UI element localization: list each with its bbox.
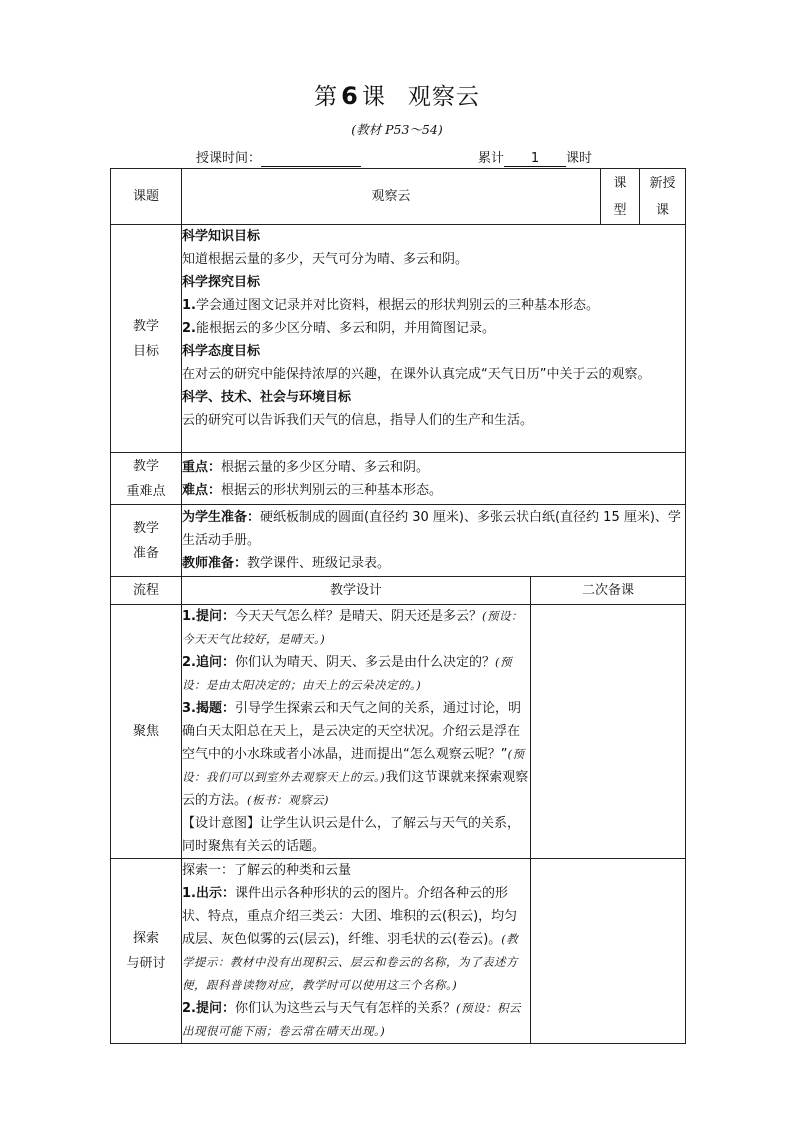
inquiry-goal-2: 2.能根据云的多少区分晴、多云和阴，并用简图记录。 [182,321,495,336]
teaching-time-label: 授课时间： [196,151,262,166]
explore-step-1: 1.出示：课件出示各种形状的云的图片。介绍各种云的形状、特点，重点介绍三类云：大团、堆积的云(积云)，均匀成层、灰色似雾的云(层云)，纤维、羽毛状的云(卷云)。(教学提示：教材中没有出现积云、层云和卷云的名称，为了表述方便，跟科普读物对应，教学时可以使用这三个名称。) [182,886,519,992]
teaching-time [196,147,361,167]
focus-step-3: 3.揭题：引导学生探索云和天气之间的关系，通过讨论，明确白天太阳总在天上，是云决定的天空状况。介绍云是浮在空气中的小水珠或者小冰晶，进而提出“怎么观察云呢？”(预设：我们可以到室外去观察天上的云。)我们这节课就来探索观察云的方法。(板书：观察云) [182,701,529,808]
cumulative-unit: 课时 [566,151,593,166]
focus-revision-cell[interactable] [531,605,686,859]
textbook-pages: (教材 P53～54) [351,122,443,137]
explore-stage-label: 探索 与研讨 [111,859,182,1044]
lesson-type-value: 新授 课 [640,169,686,225]
inquiry-goal-1: 1.学会通过图文记录并对比资料，根据云的形状判别云的三种基本形态。 [182,298,599,313]
stse-goal-text: 云的研究可以告诉我们天气的信息，指导人们的生产和生活。 [182,413,534,428]
key-point: 重点：根据云量的多少区分晴、多云和阴。 [182,459,430,475]
lesson-number: 6 [341,82,359,110]
attitude-goal-title: 科学态度目标 [182,344,261,359]
lesson-plan-table [110,168,686,1044]
cumulative-value: 1 [504,151,566,167]
focus-stage-content [182,605,531,859]
focus-stage-row [111,605,686,859]
explore-stage-content [182,859,531,1044]
focus-step-1: 1.提问：今天天气怎么样？是晴天、阴天还是多云？(预设：今天天气比较好，是晴天。) [182,609,523,646]
explore-step-2: 2.提问：你们认为这些云与天气有怎样的关系？(预设：积云出现很可能下雨；卷云常在晴天出现。) [182,1001,521,1038]
goals-label: 教学 目标 [111,225,182,453]
teaching-time-field[interactable] [261,151,361,167]
explore-stage-row [111,859,686,1044]
prep-content [182,505,686,577]
keypoints-label: 教学 重难点 [111,453,182,505]
flow-header-revision: 二次备课 [531,577,686,605]
difficult-point: 难点：根据云的形状判别云的三种基本形态。 [182,482,443,498]
cumulative-label: 累计 [478,151,505,166]
topic-value: 观察云 [182,169,601,225]
lesson-type-label: 课 型 [601,169,640,225]
focus-step-2: 2.追问：你们认为晴天、阴天、多云是由什么决定的？(预设：是由太阳决定的；由天上的云朵决定的。) [182,655,512,692]
focus-design-intent: 【设计意图】让学生认识云是什么，了解云与天气的关系，同时聚焦有关云的话题。 [182,816,521,854]
title-prefix: 第 [314,84,339,110]
goals-content [182,225,686,453]
explore-revision-cell[interactable] [531,859,686,1044]
topic-row [111,169,686,225]
flow-header-row [111,577,686,605]
knowledge-goal-text: 知道根据云量的多少，天气可分为晴、多云和阴。 [182,252,469,267]
attitude-goal-text: 在对云的研究中能保持浓厚的兴趣，在课外认真完成“天气日历”中关于云的观察。 [182,367,651,382]
goals-row [111,225,686,453]
stse-goal-title: 科学、技术、社会与环境目标 [182,390,352,405]
lesson-title [0,78,794,111]
keypoints-content [182,453,686,505]
student-prep: 为学生准备：硬纸板制成的圆面(直径约 30 厘米)、多张云状白纸(直径约 15 厘米)、学生活动手册。 [182,510,681,548]
teacher-prep: 教师准备：教学课件、班级记录表。 [182,556,391,571]
title-lesson-word: 课 [361,84,386,110]
flow-header-design: 教学设计 [182,577,531,605]
lesson-name: 观察云 [407,84,480,110]
prep-row [111,505,686,577]
keypoints-row [111,453,686,505]
flow-header-stage: 流程 [111,577,182,605]
focus-stage-label: 聚焦 [111,605,182,859]
knowledge-goal-title: 科学知识目标 [182,229,261,244]
inquiry-goal-title: 科学探究目标 [182,275,261,290]
prep-label: 教学 准备 [111,505,182,577]
cumulative-hours [478,147,592,167]
topic-label: 课题 [111,169,182,225]
explore-subtitle: 探索一：了解云的种类和云量 [182,863,352,878]
